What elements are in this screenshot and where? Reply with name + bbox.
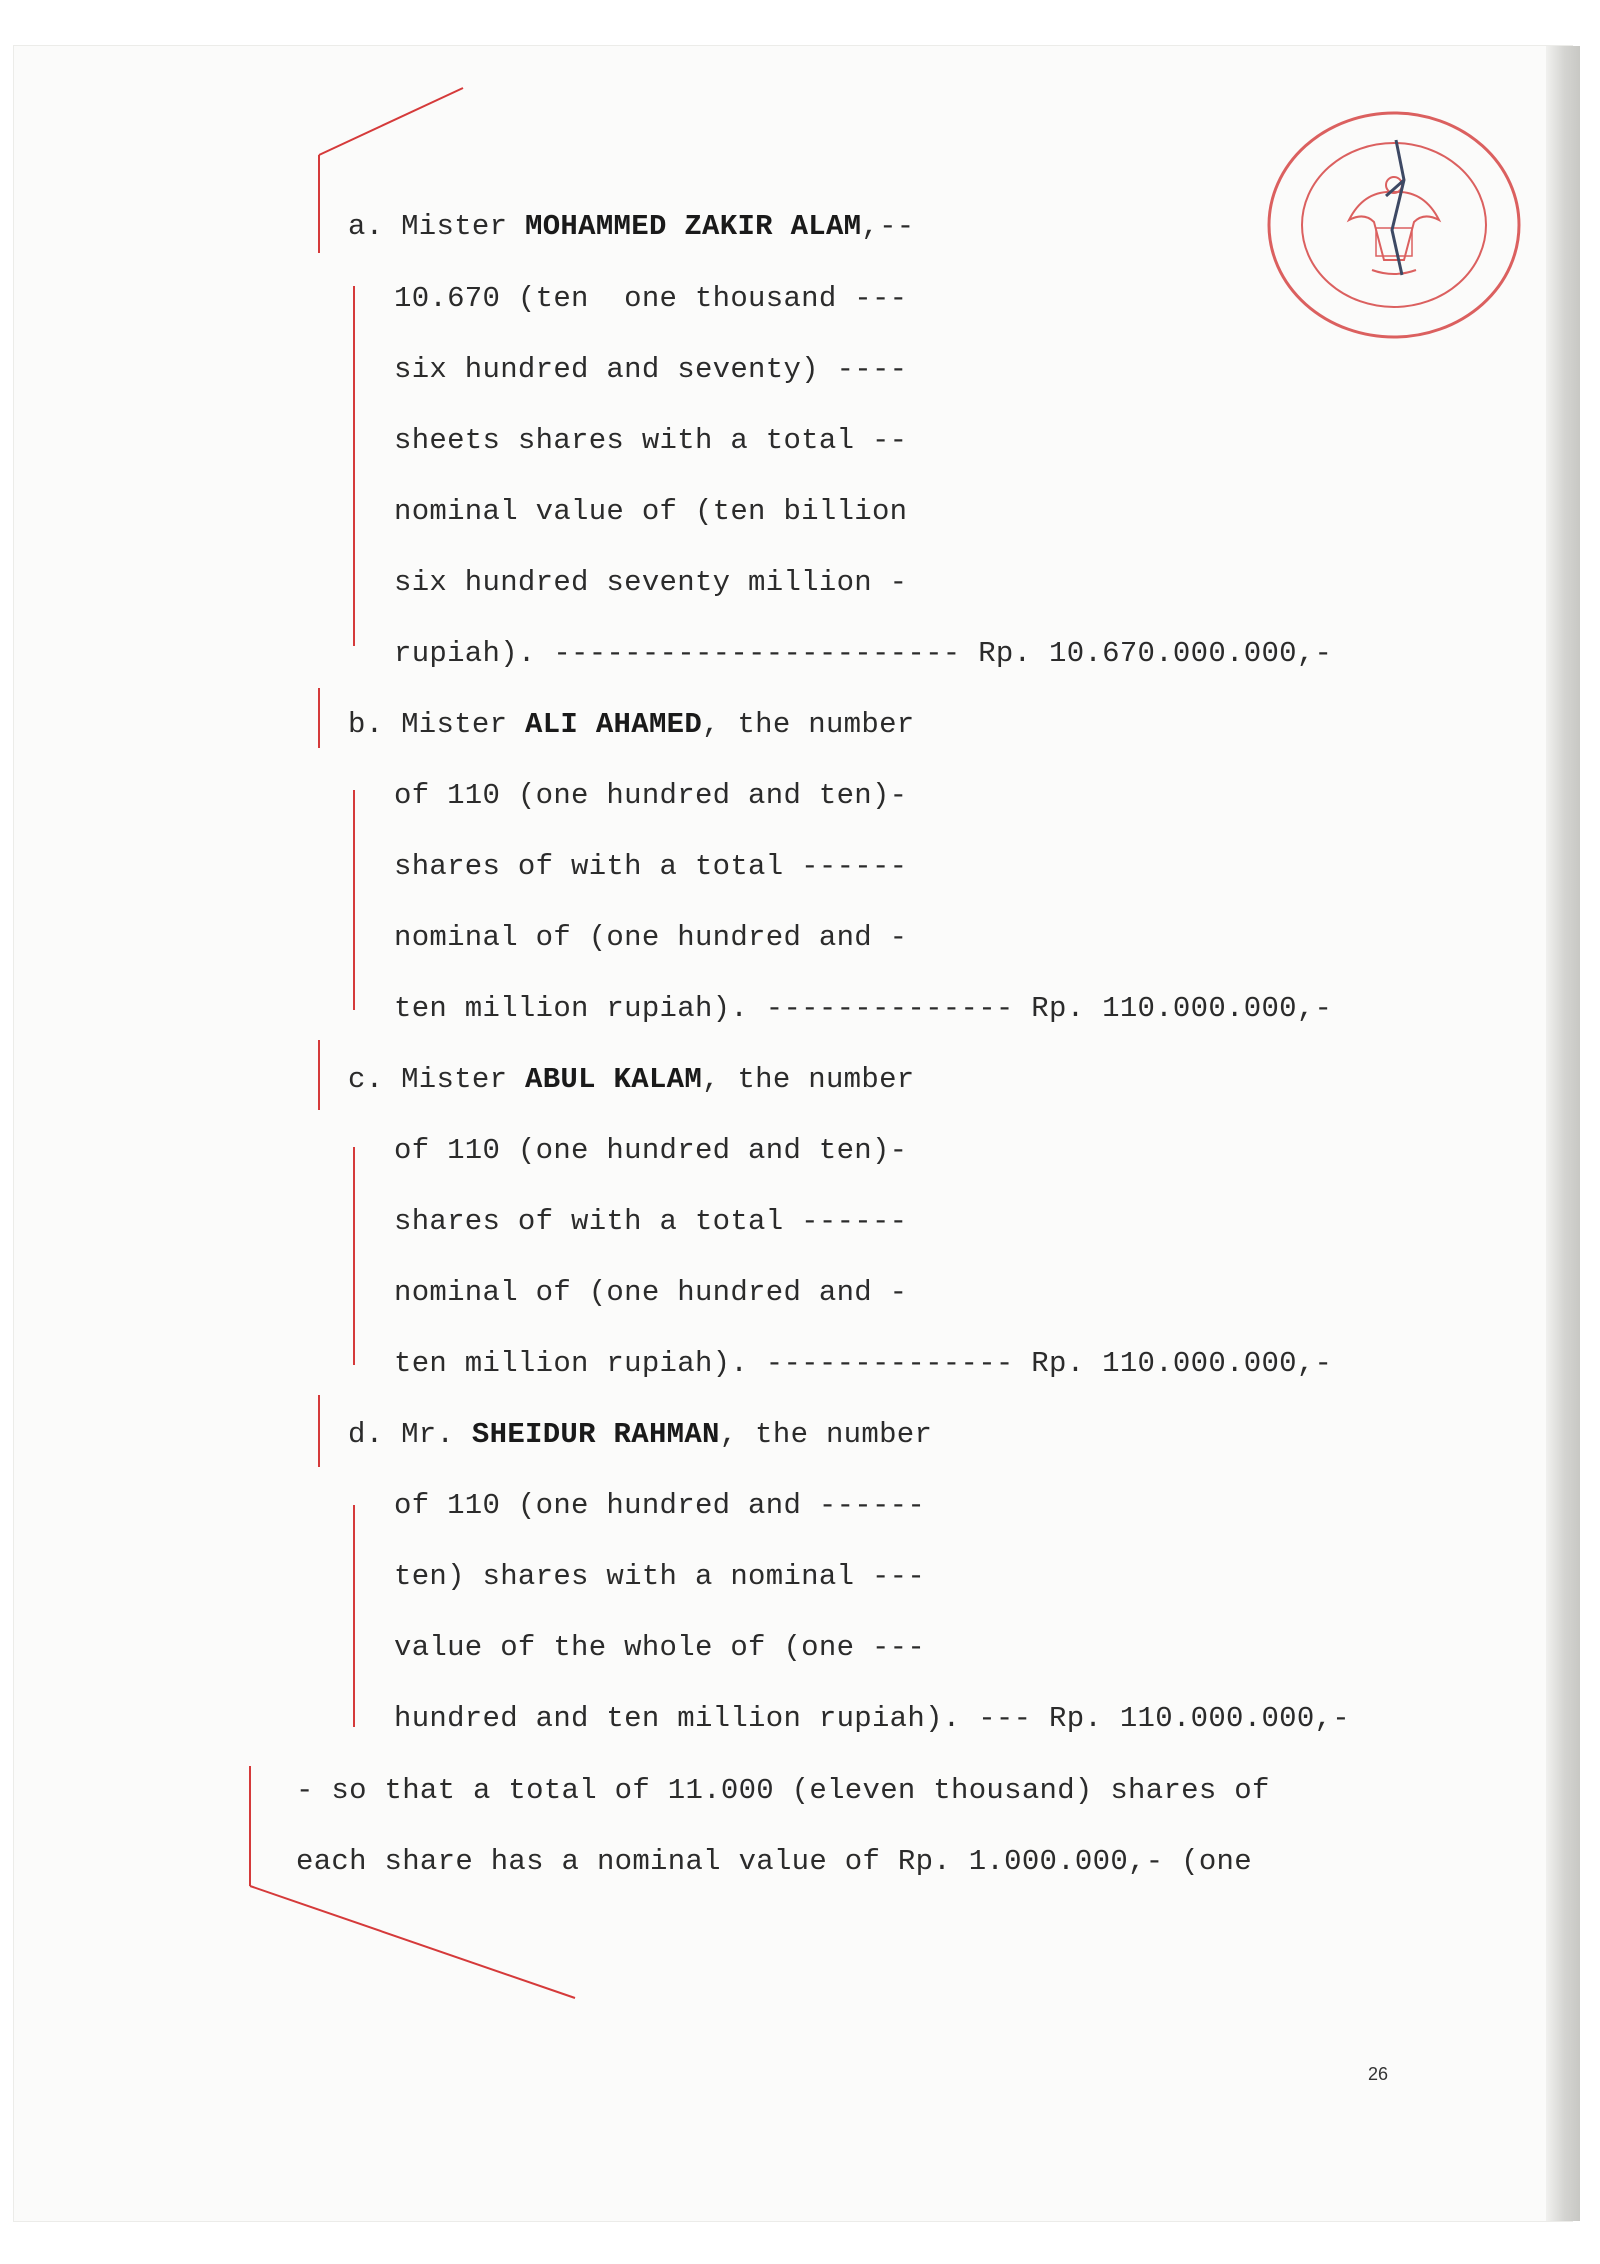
shareholder-name-c: ABUL KALAM xyxy=(525,1063,703,1096)
entry-a-line-3: six hundred and seventy) ---- xyxy=(394,353,908,386)
entry-d-line-5: hundred and ten million rupiah). --- Rp. 110.000.000,- xyxy=(394,1702,1350,1735)
summary-line-2: each share has a nominal value of Rp. 1.000.000,- (one xyxy=(296,1845,1252,1878)
entry-a-line-7: rupiah). ----------------------- Rp. 10.670.000.000,- xyxy=(394,637,1333,670)
entry-b-line-1: b. Mister ALI AHAMED, the number xyxy=(348,708,915,741)
entry-d-line-4: value of the whole of (one --- xyxy=(394,1631,926,1664)
page-binding-edge xyxy=(1546,46,1580,2221)
margin-marker-b-head xyxy=(318,688,320,748)
notary-seal-stamp xyxy=(1254,100,1534,350)
shareholder-name-b: ALI AHAMED xyxy=(525,708,703,741)
entry-c-line-2: of 110 (one hundred and ten)- xyxy=(394,1134,908,1167)
entry-c-line-4: nominal of (one hundred and - xyxy=(394,1276,908,1309)
entry-b-line-5: ten million rupiah). -------------- Rp. 110.000.000,- xyxy=(394,992,1333,1025)
entry-c-line-3: shares of with a total ------ xyxy=(394,1205,908,1238)
summary-line-1: - so that a total of 11.000 (eleven thousand) shares of xyxy=(296,1774,1270,1807)
margin-marker-c-body xyxy=(353,1147,355,1365)
entry-b-line-3: shares of with a total ------ xyxy=(394,850,908,883)
entry-b-line-4: nominal of (one hundred and - xyxy=(394,921,908,954)
margin-marker-b-body xyxy=(353,790,355,1010)
margin-marker-d-head xyxy=(318,1395,320,1467)
entry-c-line-5: ten million rupiah). -------------- Rp. 110.000.000,- xyxy=(394,1347,1333,1380)
shareholder-name-d: SHEIDUR RAHMAN xyxy=(471,1418,720,1451)
margin-marker-d-body xyxy=(353,1505,355,1727)
page-number: 26 xyxy=(1368,2064,1389,2084)
entry-a-line-2: 10.670 (ten one thousand --- xyxy=(394,282,908,315)
entry-a-line-1: a. Mister MOHAMMED ZAKIR ALAM,-- xyxy=(348,210,915,243)
entry-d-line-2: of 110 (one hundred and ------ xyxy=(394,1489,926,1522)
margin-marker-c-head xyxy=(318,1040,320,1110)
entry-d-line-1: d. Mr. SHEIDUR RAHMAN, the number xyxy=(348,1418,933,1451)
entry-c-line-1: c. Mister ABUL KALAM, the number xyxy=(348,1063,915,1096)
entry-a-line-6: six hundred seventy million - xyxy=(394,566,908,599)
entry-d-line-3: ten) shares with a nominal --- xyxy=(394,1560,926,1593)
margin-marker-a-head xyxy=(318,155,320,253)
entry-a-line-4: sheets shares with a total -- xyxy=(394,424,908,457)
margin-marker-a-body xyxy=(353,286,355,646)
shareholder-name-a: MOHAMMED ZAKIR ALAM xyxy=(525,210,862,243)
entry-b-line-2: of 110 (one hundred and ten)- xyxy=(394,779,908,812)
entry-a-line-5: nominal value of (ten billion xyxy=(394,495,908,528)
